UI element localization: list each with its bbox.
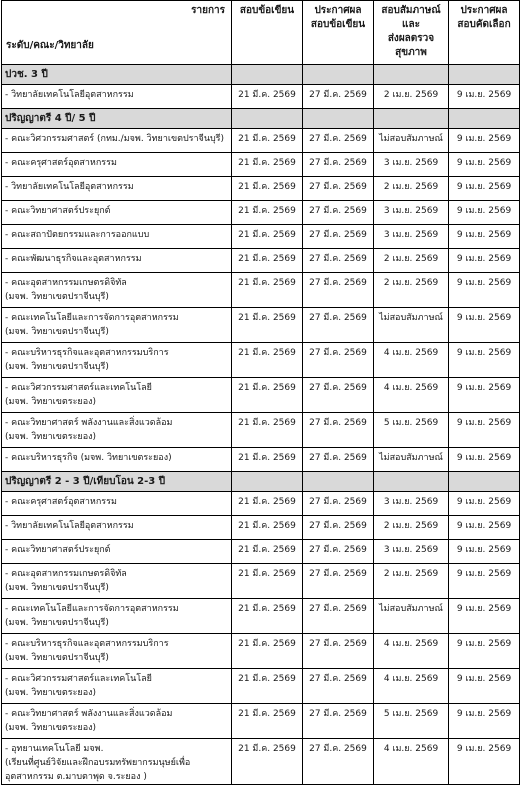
interview-date: 4 เม.ย. 2569 [374, 739, 449, 785]
final-result-date: 9 เม.ย. 2569 [449, 308, 520, 343]
interview-date: 5 เม.ย. 2569 [374, 704, 449, 739]
section-title: ปวช. 3 ปี [2, 65, 232, 85]
section-empty-cell [449, 109, 520, 129]
interview-date: 4 เม.ย. 2569 [374, 669, 449, 704]
faculty-name-cell [2, 540, 232, 564]
final-result-date: 9 เม.ย. 2569 [449, 201, 520, 225]
section-title: ปริญญาตรี 4 ปี/ 5 ปี [2, 109, 232, 129]
faculty-name-cell [2, 448, 232, 472]
faculty-name-detail: (มจพ. วิทยาเขตปราจีนบุรี) [5, 327, 109, 337]
written-exam-date: 21 มี.ค. 2569 [232, 85, 303, 109]
section-empty-cell [374, 472, 449, 492]
announce-written-date: 27 มี.ค. 2569 [303, 129, 374, 153]
table-row [2, 308, 520, 343]
announce-written-date: 27 มี.ค. 2569 [303, 564, 374, 599]
announce-written-date: 27 มี.ค. 2569 [303, 634, 374, 669]
final-result-date: 9 เม.ย. 2569 [449, 739, 520, 785]
interview-date: 2 เม.ย. 2569 [374, 249, 449, 273]
written-exam-date: 21 มี.ค. 2569 [232, 249, 303, 273]
header-corner-cell [2, 1, 232, 65]
written-exam-date: 21 มี.ค. 2569 [232, 516, 303, 540]
table-row [2, 378, 520, 413]
written-exam-date: 21 มี.ค. 2569 [232, 225, 303, 249]
table-row [2, 704, 520, 739]
announce-written-date: 27 มี.ค. 2569 [303, 669, 374, 704]
faculty-name: - คณะวิศวกรรมศาสตร์ (กทม./มจพ. วิทยาเขตปราจีนบุรี) [5, 134, 225, 144]
final-result-date: 9 เม.ย. 2569 [449, 225, 520, 249]
faculty-name-cell [2, 153, 232, 177]
faculty-name: - คณะวิทยาศาสตร์ พลังงานและสิ่งแวดล้อม [5, 418, 173, 428]
written-exam-date: 21 มี.ค. 2569 [232, 669, 303, 704]
table-row [2, 634, 520, 669]
section-empty-cell [374, 109, 449, 129]
interview-date: 2 เม.ย. 2569 [374, 273, 449, 308]
final-result-date: 9 เม.ย. 2569 [449, 492, 520, 516]
faculty-name-cell [2, 273, 232, 308]
announce-written-date: 27 มี.ค. 2569 [303, 378, 374, 413]
table-row [2, 599, 520, 634]
interview-date: 3 เม.ย. 2569 [374, 225, 449, 249]
faculty-name: - คณะบริหารธุรกิจและอุตสาหกรรมบริการ [5, 639, 169, 649]
final-result-date: 9 เม.ย. 2569 [449, 249, 520, 273]
announce-written-date: 27 มี.ค. 2569 [303, 201, 374, 225]
announce-written-date: 27 มี.ค. 2569 [303, 153, 374, 177]
interview-date: 2 เม.ย. 2569 [374, 516, 449, 540]
table-row [2, 129, 520, 153]
faculty-name-detail: (มจพ. วิทยาเขตปราจีนบุรี) [5, 618, 109, 628]
written-exam-date: 21 มี.ค. 2569 [232, 634, 303, 669]
faculty-name-detail: (มจพ. วิทยาเขตระยอง) [5, 432, 97, 442]
faculty-name-detail: (มจพ. วิทยาเขตระยอง) [5, 688, 97, 698]
faculty-name-cell [2, 599, 232, 634]
interview-date: 4 เม.ย. 2569 [374, 343, 449, 378]
faculty-name: - คณะบริหารธุรกิจและอุตสาหกรรมบริการ [5, 348, 169, 358]
faculty-name-cell [2, 308, 232, 343]
announce-written-date: 27 มี.ค. 2569 [303, 516, 374, 540]
faculty-name-cell [2, 177, 232, 201]
section-empty-cell [303, 109, 374, 129]
header-corner-top: รายการ [191, 5, 225, 16]
announce-written-date: 27 มี.ค. 2569 [303, 308, 374, 343]
announce-written-date: 27 มี.ค. 2569 [303, 343, 374, 378]
exam-schedule-table [1, 0, 520, 785]
interview-date: ไม่สอบสัมภาษณ์ [374, 308, 449, 343]
faculty-name-cell [2, 492, 232, 516]
written-exam-date: 21 มี.ค. 2569 [232, 564, 303, 599]
header-row [2, 1, 520, 65]
table-row [2, 85, 520, 109]
final-result-date: 9 เม.ย. 2569 [449, 448, 520, 472]
table-row [2, 201, 520, 225]
interview-date: 3 เม.ย. 2569 [374, 492, 449, 516]
faculty-name: - คณะวิทยาศาสตร์ พลังงานและสิ่งแวดล้อม [5, 709, 173, 719]
final-result-date: 9 เม.ย. 2569 [449, 378, 520, 413]
header-interview: สอบสัมภาษณ์ และ ส่งผลตรวจ สุขภาพ [374, 1, 449, 65]
written-exam-date: 21 มี.ค. 2569 [232, 739, 303, 785]
faculty-name-detail: (มจพ. วิทยาเขตระยอง) [5, 397, 97, 407]
table-row [2, 492, 520, 516]
faculty-name: - คณะวิศวกรรมศาสตร์และเทคโนโลยี [5, 383, 152, 393]
faculty-name-cell [2, 413, 232, 448]
faculty-name: - คณะเทคโนโลยีและการจัดการอุตสาหกรรม [5, 604, 179, 614]
faculty-name-detail: (เรียนที่ศูนย์วิจัยและฝึกอบรมทรัพยากรมนุษย์เพื่อ [5, 758, 191, 768]
section-header-row [2, 109, 520, 129]
written-exam-date: 21 มี.ค. 2569 [232, 448, 303, 472]
table-row [2, 343, 520, 378]
interview-date: 2 เม.ย. 2569 [374, 177, 449, 201]
faculty-name: - คณะวิศวกรรมศาสตร์และเทคโนโลยี [5, 674, 152, 684]
written-exam-date: 21 มี.ค. 2569 [232, 273, 303, 308]
table-row [2, 249, 520, 273]
announce-written-date: 27 มี.ค. 2569 [303, 273, 374, 308]
interview-date: 3 เม.ย. 2569 [374, 153, 449, 177]
table-row [2, 669, 520, 704]
written-exam-date: 21 มี.ค. 2569 [232, 153, 303, 177]
faculty-name-cell [2, 669, 232, 704]
section-empty-cell [374, 65, 449, 85]
interview-date: ไม่สอบสัมภาษณ์ [374, 129, 449, 153]
announce-written-date: 27 มี.ค. 2569 [303, 85, 374, 109]
table-row [2, 516, 520, 540]
faculty-name: - วิทยาลัยเทคโนโลยีอุตสาหกรรม [5, 90, 134, 100]
section-empty-cell [449, 472, 520, 492]
faculty-name-cell [2, 85, 232, 109]
faculty-name-cell [2, 516, 232, 540]
written-exam-date: 21 มี.ค. 2569 [232, 378, 303, 413]
final-result-date: 9 เม.ย. 2569 [449, 540, 520, 564]
written-exam-date: 21 มี.ค. 2569 [232, 599, 303, 634]
faculty-name: - คณะพัฒนาธุรกิจและอุตสาหกรรม [5, 254, 142, 264]
faculty-name-cell [2, 704, 232, 739]
written-exam-date: 21 มี.ค. 2569 [232, 704, 303, 739]
faculty-name-detail: (มจพ. วิทยาเขตระยอง) [5, 723, 97, 733]
faculty-name-detail: อุตสาหกรรม ต.มาบตาพุด จ.ระยอง ) [5, 772, 147, 782]
faculty-name: - คณะอุตสาหกรรมเกษตรดิจิทัล [5, 569, 127, 579]
announce-written-date: 27 มี.ค. 2569 [303, 599, 374, 634]
faculty-name-cell [2, 343, 232, 378]
section-empty-cell [449, 65, 520, 85]
header-announce-written: ประกาศผล สอบข้อเขียน [303, 1, 374, 65]
section-empty-cell [303, 65, 374, 85]
interview-date: 4 เม.ย. 2569 [374, 634, 449, 669]
announce-written-date: 27 มี.ค. 2569 [303, 739, 374, 785]
announce-written-date: 27 มี.ค. 2569 [303, 492, 374, 516]
final-result-date: 9 เม.ย. 2569 [449, 177, 520, 201]
final-result-date: 9 เม.ย. 2569 [449, 634, 520, 669]
final-result-date: 9 เม.ย. 2569 [449, 129, 520, 153]
faculty-name-detail: (มจพ. วิทยาเขตปราจีนบุรี) [5, 292, 109, 302]
written-exam-date: 21 มี.ค. 2569 [232, 129, 303, 153]
section-empty-cell [232, 65, 303, 85]
interview-date: 2 เม.ย. 2569 [374, 85, 449, 109]
written-exam-date: 21 มี.ค. 2569 [232, 308, 303, 343]
final-result-date: 9 เม.ย. 2569 [449, 153, 520, 177]
section-header-row [2, 472, 520, 492]
faculty-name-cell [2, 201, 232, 225]
section-empty-cell [303, 472, 374, 492]
written-exam-date: 21 มี.ค. 2569 [232, 343, 303, 378]
table-row [2, 739, 520, 785]
faculty-name-cell [2, 249, 232, 273]
announce-written-date: 27 มี.ค. 2569 [303, 540, 374, 564]
written-exam-date: 21 มี.ค. 2569 [232, 177, 303, 201]
faculty-name-cell [2, 378, 232, 413]
written-exam-date: 21 มี.ค. 2569 [232, 413, 303, 448]
final-result-date: 9 เม.ย. 2569 [449, 564, 520, 599]
table-row [2, 273, 520, 308]
faculty-name: - คณะครุศาสตร์อุตสาหกรรม [5, 158, 117, 168]
announce-written-date: 27 มี.ค. 2569 [303, 448, 374, 472]
interview-date: ไม่สอบสัมภาษณ์ [374, 448, 449, 472]
table-row [2, 448, 520, 472]
table-row [2, 413, 520, 448]
faculty-name-cell [2, 129, 232, 153]
faculty-name-cell [2, 225, 232, 249]
table-row [2, 177, 520, 201]
faculty-name: - คณะบริหารธุรกิจ (มจพ. วิทยาเขตระยอง) [5, 453, 172, 463]
interview-date: ไม่สอบสัมภาษณ์ [374, 599, 449, 634]
faculty-name-detail: (มจพ. วิทยาเขตปราจีนบุรี) [5, 653, 109, 663]
announce-written-date: 27 มี.ค. 2569 [303, 225, 374, 249]
announce-written-date: 27 มี.ค. 2569 [303, 413, 374, 448]
faculty-name: - คณะวิทยาศาสตร์ประยุกต์ [5, 545, 111, 555]
interview-date: 3 เม.ย. 2569 [374, 540, 449, 564]
interview-date: 4 เม.ย. 2569 [374, 378, 449, 413]
section-empty-cell [232, 109, 303, 129]
section-empty-cell [232, 472, 303, 492]
written-exam-date: 21 มี.ค. 2569 [232, 201, 303, 225]
section-header-row [2, 65, 520, 85]
final-result-date: 9 เม.ย. 2569 [449, 85, 520, 109]
faculty-name: - คณะอุตสาหกรรมเกษตรดิจิทัล [5, 278, 127, 288]
final-result-date: 9 เม.ย. 2569 [449, 669, 520, 704]
schedule-table-container [1, 0, 519, 785]
faculty-name: - คณะสถาปัตยกรรมและการออกแบบ [5, 230, 150, 240]
final-result-date: 9 เม.ย. 2569 [449, 413, 520, 448]
section-title: ปริญญาตรี 2 - 3 ปี/เทียบโอน 2-3 ปี [2, 472, 232, 492]
table-row [2, 153, 520, 177]
faculty-name-detail: (มจพ. วิทยาเขตปราจีนบุรี) [5, 583, 109, 593]
table-row [2, 564, 520, 599]
faculty-name: - คณะเทคโนโลยีและการจัดการอุตสาหกรรม [5, 313, 179, 323]
faculty-name: - วิทยาลัยเทคโนโลยีอุตสาหกรรม [5, 182, 134, 192]
final-result-date: 9 เม.ย. 2569 [449, 599, 520, 634]
interview-date: 2 เม.ย. 2569 [374, 564, 449, 599]
faculty-name-cell [2, 739, 232, 785]
final-result-date: 9 เม.ย. 2569 [449, 704, 520, 739]
header-written-exam: สอบข้อเขียน [232, 1, 303, 65]
announce-written-date: 27 มี.ค. 2569 [303, 249, 374, 273]
faculty-name: - อุทยานเทคโนโลยี มจพ. [5, 744, 104, 754]
final-result-date: 9 เม.ย. 2569 [449, 273, 520, 308]
faculty-name-cell [2, 564, 232, 599]
faculty-name: - วิทยาลัยเทคโนโลยีอุตสาหกรรม [5, 521, 134, 531]
announce-written-date: 27 มี.ค. 2569 [303, 177, 374, 201]
faculty-name: - คณะวิทยาศาสตร์ประยุกต์ [5, 206, 111, 216]
faculty-name-cell [2, 634, 232, 669]
interview-date: 5 เม.ย. 2569 [374, 413, 449, 448]
table-row [2, 540, 520, 564]
final-result-date: 9 เม.ย. 2569 [449, 343, 520, 378]
faculty-name-detail: (มจพ. วิทยาเขตปราจีนบุรี) [5, 362, 109, 372]
interview-date: 3 เม.ย. 2569 [374, 201, 449, 225]
header-final-result: ประกาศผล สอบคัดเลือก [449, 1, 520, 65]
schedule-body [2, 65, 520, 785]
announce-written-date: 27 มี.ค. 2569 [303, 704, 374, 739]
final-result-date: 9 เม.ย. 2569 [449, 516, 520, 540]
written-exam-date: 21 มี.ค. 2569 [232, 540, 303, 564]
table-row [2, 225, 520, 249]
header-corner-bottom: ระดับ/คณะ/วิทยาลัย [6, 40, 94, 51]
faculty-name: - คณะครุศาสตร์อุตสาหกรรม [5, 497, 117, 507]
written-exam-date: 21 มี.ค. 2569 [232, 492, 303, 516]
